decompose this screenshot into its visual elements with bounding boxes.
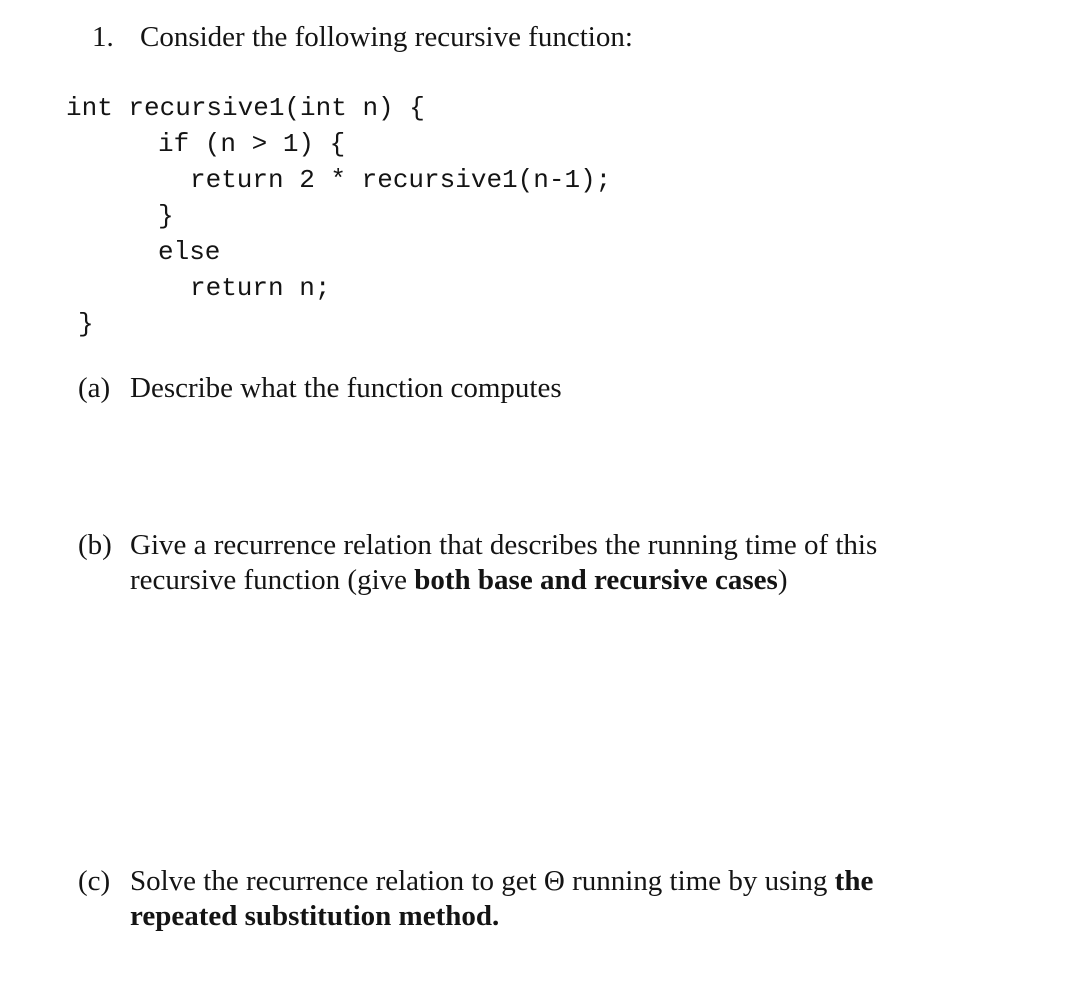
part-c-label: (c) — [78, 865, 111, 897]
part-c-line2-bold: repeated substitution method. — [130, 900, 500, 932]
part-c-line2 — [130, 899, 499, 934]
part-b-line2-start: recursive function (give — [130, 564, 415, 596]
part-a-text: Describe what the function computes — [130, 372, 562, 404]
code-line-return-n: return n; — [190, 273, 331, 303]
code-line-else: else — [158, 237, 221, 267]
part-c-line1 — [130, 864, 873, 899]
code-line-if: if (n > 1) { — [158, 129, 346, 159]
part-b-line2 — [130, 563, 788, 598]
question-header — [92, 20, 633, 55]
part-b-line2-bold: both base and recursive cases — [414, 564, 778, 596]
code-line-close-if: } — [158, 201, 174, 231]
part-b-line2-end: ) — [777, 564, 788, 596]
part-a — [78, 371, 562, 406]
part-b-line1: Give a recurrence relation that describes the running time of this — [130, 529, 878, 561]
code-line-signature: int recursive1(int n) { — [66, 93, 425, 123]
part-b — [78, 528, 878, 596]
question-number: 1. — [92, 21, 114, 53]
part-a-label: (a) — [78, 372, 111, 404]
question-prompt: Consider the following recursive function: — [140, 21, 633, 53]
part-c-line1-text: Solve the recurrence relation to get Θ running time by using — [130, 865, 828, 897]
part-c-line1-bold: the — [834, 865, 874, 897]
code-line-close-function: } — [78, 309, 94, 339]
part-c — [78, 864, 874, 932]
part-b-label: (b) — [78, 529, 112, 561]
code-line-return-recursive: return 2 * recursive1(n-1); — [190, 165, 612, 195]
